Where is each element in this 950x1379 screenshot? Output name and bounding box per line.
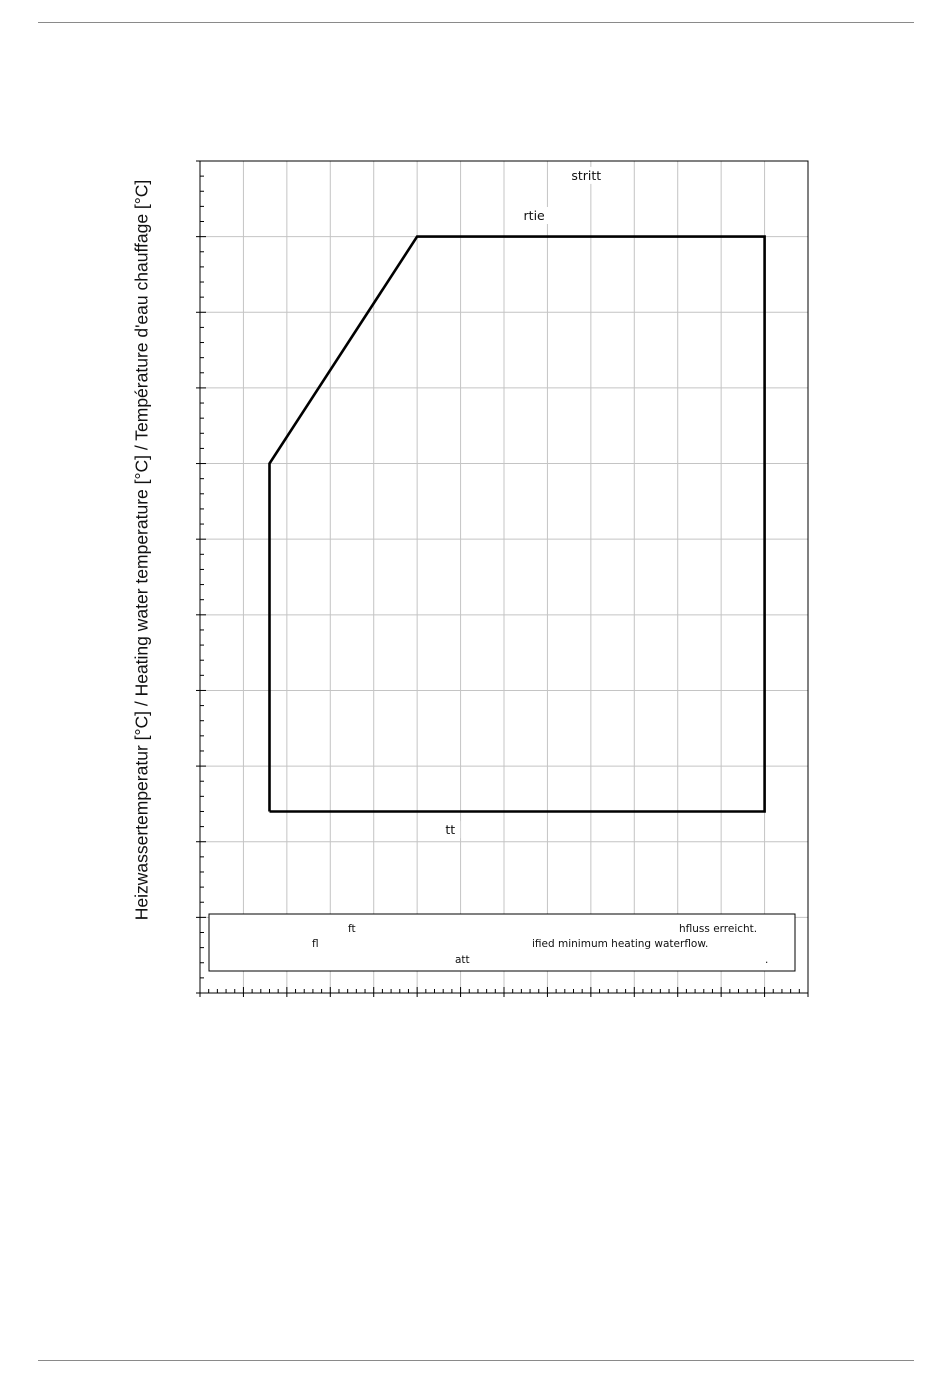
annotation-label: stritt bbox=[571, 167, 602, 183]
note-box bbox=[209, 914, 795, 971]
gridlines bbox=[200, 161, 808, 993]
y-axis-label: Heizwassertemperatur [°C] / Heating water temperature [°C] / Température d'eau chauffage [°C] bbox=[131, 179, 152, 921]
annotation-label: rtie bbox=[523, 207, 545, 223]
note-line-3-left: att bbox=[455, 954, 470, 966]
note-line-3-right: . bbox=[765, 954, 769, 966]
series bbox=[270, 237, 765, 812]
note-line-1-right: hfluss erreicht. bbox=[679, 923, 758, 935]
annotation-label: tt bbox=[445, 822, 456, 838]
footer-rule bbox=[38, 1360, 914, 1361]
axis-ticks bbox=[196, 161, 808, 997]
annotations bbox=[440, 167, 606, 838]
note-line-2-right: ified minimum heating waterflow. bbox=[532, 938, 709, 950]
note-line-1-left: ft bbox=[348, 923, 356, 935]
note-line-2-left: fl bbox=[312, 938, 319, 950]
operating-envelope-line bbox=[270, 237, 765, 812]
